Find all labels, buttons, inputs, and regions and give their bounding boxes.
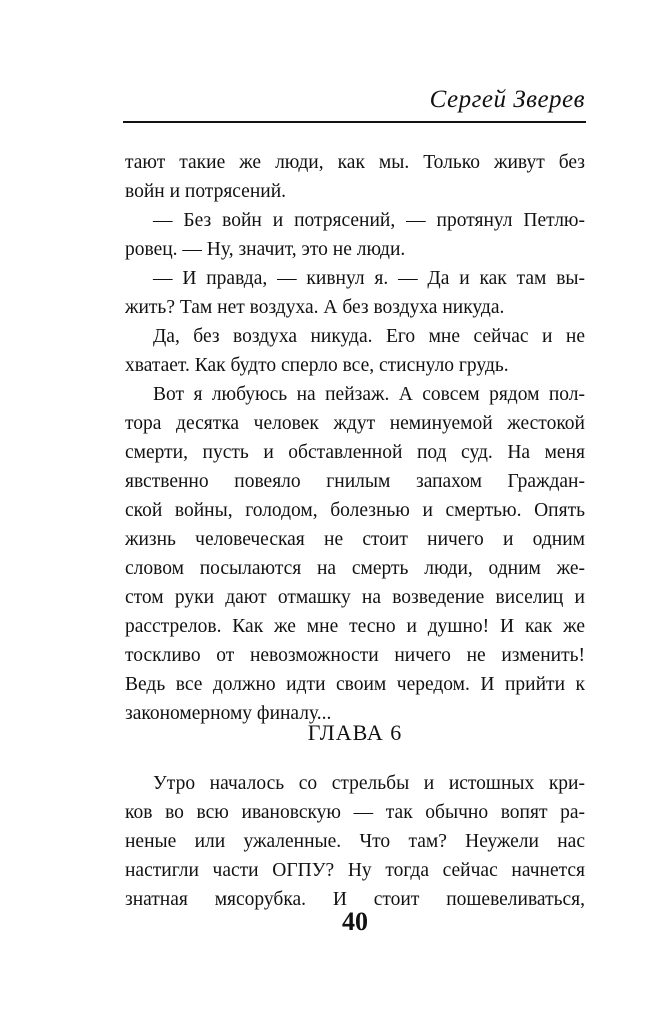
body-text — [125, 148, 585, 728]
text-line: войн и потрясений. — [125, 181, 287, 202]
running-header-author: Сергей Зверев — [429, 86, 585, 113]
text-line: Ведь все должно идти своим чередом. И прийти к — [125, 674, 585, 695]
text-line: Утро началось со стрельбы и истошных кри- — [153, 773, 585, 794]
text-line: знатная мясорубка. И стоит пошевеливаться, — [125, 889, 585, 910]
text-line: Да, без воздуха никуда. Его мне сейчас и не — [153, 326, 585, 347]
text-line: настигли части ОГПУ? Ну тогда сейчас начнется — [125, 860, 585, 881]
text-line: жизнь человеческая не стоит ничего и одним — [125, 529, 585, 550]
text-line: закономерному финалу... — [125, 703, 332, 724]
text-line: — Без войн и потрясений, — протянул Петлю- — [153, 210, 585, 231]
text-line: Вот я любуюсь на пейзаж. А совсем рядом пол- — [153, 384, 585, 405]
text-line: неные или ужаленные. Что там? Неужели нас — [125, 831, 585, 852]
text-line: явственно повеяло гнилым запахом Граждан- — [125, 471, 585, 492]
text-line: хватает. Как будто сперло все, стиснуло грудь. — [125, 355, 509, 376]
page-number: 40 — [342, 907, 368, 936]
text-line: ской войны, голодом, болезнью и смертью. Опять — [125, 500, 585, 521]
text-line: ков во всю ивановскую — так обычно вопят ра- — [125, 802, 585, 823]
text-line: ровец. — Ну, значит, это не люди. — [125, 239, 406, 260]
text-line: расстрелов. Как же мне тесно и душно! И как же — [125, 616, 585, 637]
text-line: стом руки дают отмашку на возведение виселиц и — [125, 587, 585, 608]
chapter-body-text — [125, 769, 585, 914]
text-line: тоскливо от невозможности ничего не изменить! — [125, 645, 585, 666]
text-line: тора десятка человек ждут неминуемой жестокой — [125, 413, 585, 434]
text-line: тают такие же люди, как мы. Только живут без — [125, 152, 585, 173]
text-line: — И правда, — кивнул я. — Да и как там вы- — [153, 268, 585, 289]
text-line: жить? Там нет воздуха. А без воздуха никуда. — [125, 297, 505, 318]
chapter-title: ГЛАВА 6 — [307, 720, 403, 745]
header-rule — [123, 121, 586, 123]
text-line: смерти, пусть и обставленной под суд. На меня — [125, 442, 585, 463]
text-line: словом посылаются на смерть люди, одним же- — [125, 558, 585, 579]
